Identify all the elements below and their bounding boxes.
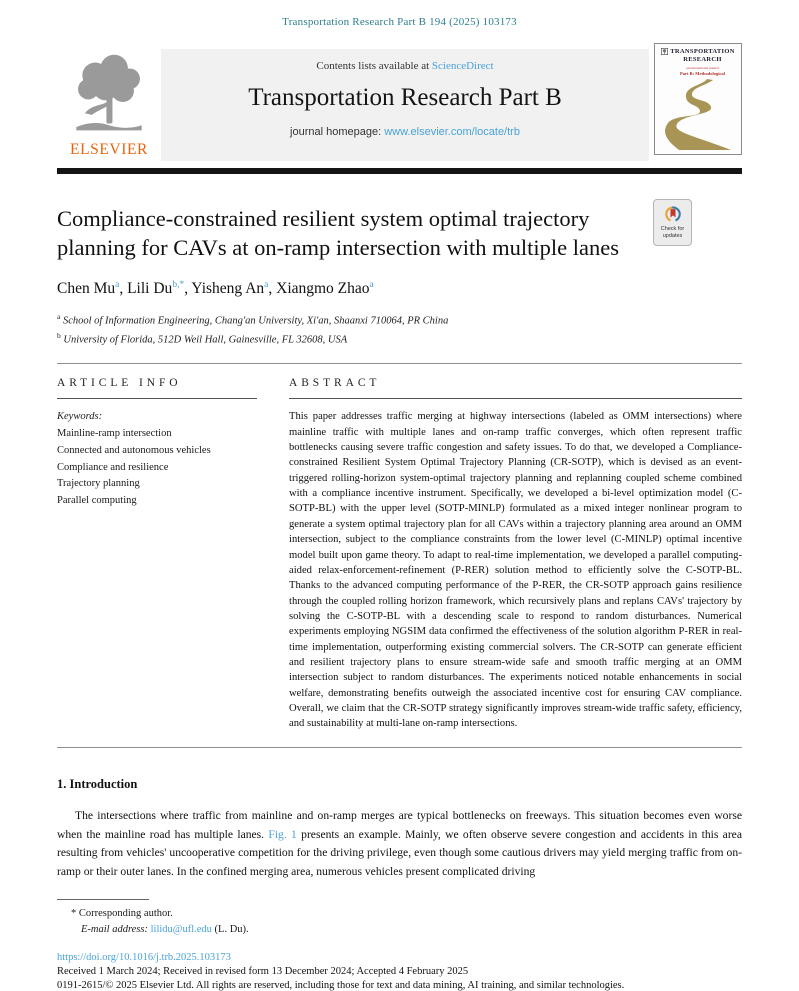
doi-link[interactable]: https://doi.org/10.1016/j.trb.2025.103173 (57, 952, 231, 964)
elsevier-tree-icon (66, 53, 152, 139)
affiliations (57, 311, 742, 349)
abstract-column (289, 377, 742, 732)
author: Chen Mu$^a$, (57, 279, 128, 297)
keyword: Mainline-ramp intersection (57, 428, 172, 440)
article-info-column (57, 377, 257, 732)
footnote-block (57, 899, 742, 938)
keyword: Compliance and resilience (57, 461, 169, 473)
author: Yisheng An$^a$, (191, 279, 277, 297)
journal-cover-thumbnail (654, 43, 742, 155)
keyword: Connected and autonomous vehicles (57, 444, 211, 456)
cover-subtitle: Part B: Methodological (680, 70, 725, 76)
affiliation-a: $^a$ School of Information Engineering, Chang'an University, Xi'an, Shaanxi 710064, PR China (57, 311, 449, 327)
email-link[interactable]: lilidu@ufl.edu (150, 923, 212, 935)
paper-title: Compliance-constrained resilient system optimal trajectory planning for CAVs at on-ramp intersection with multiple lanes (57, 206, 619, 260)
abstract-text: This paper addresses traffic merging at highway intersections (labeled as OMM intersections) where mainline traffic with multiple lanes and on-ramp traffic converges, which often represent traffic bottlenecks causing severe traffic congestion and safety issues. To do that, we developed a Compliance-constrained Resilient System Optimal Trajectory Planning (CR-SOTP), which is devised as an event-triggered rolling-horizon system-optimal trajectory planning and replanning coupled scheme combined with a compliance incentive instrument. Specifically, we developed a bi-level optimization model (C-SOTP-BL) with the upper level (SOTP-MINLP) formulated as a mixed integer nonlinear program to generate a system optimal trajectory plan for all CAVs within a trajectory planning area around an OMM intersection, subject to the compliance constraints from the lower level (C-MINLP) optimal incentive model built upon game theory. To adapt to real-time implementation, we developed a parallel computing-aided relax-enforcement-refinement (P-RER) solution method to efficiently solve the C-SOTP-BL. Thanks to the advanced computing performance of the P-RER, the CR-SOTP approach gains resilience through the coupled rolling horizon framework, which recursively plans and replans CAVs' trajectory by solving the C-SOTP-BL with a descending scale to respond to random disturbances. Numerical experiments employing NGSIM data confirmed the effectiveness of the solution algorithm P-RER in real-time implementation, outperforming existing commercial solvers. The CR-SOTP can generate efficient and resilient trajectory plans to ensure stream-wide safe and smooth traffic merging at an OMM intersection subject to random disturbances. The experiments noticed notable enhancements in social welfare, demonstrating benefits outweigh the associated incentive cost for ensuring CAV compliance. Overall, we claim that the CR-SOTP strategy significantly improves stream-wide traffic safety, efficiency, and sustainability at multi-lane on-ramp intersections. (289, 411, 742, 730)
keyword: Trajectory planning (57, 478, 140, 490)
fig1-link[interactable]: Fig. 1 (268, 827, 297, 841)
author-list (57, 280, 742, 298)
author-affil-sup[interactable]: a (264, 279, 269, 290)
section-divider (57, 363, 742, 364)
journal-banner (161, 49, 649, 161)
author-affil-sup[interactable]: a (115, 279, 120, 290)
email-line: E-mail address: lilidu@ufl.edu (L. Du). (81, 923, 249, 935)
masthead-divider-bar (57, 168, 742, 174)
email-label: E-mail address: (81, 923, 148, 935)
keywords-label: Keywords: (57, 411, 103, 423)
article-info-heading: ARTICLE INFO (57, 377, 257, 399)
author: Lili $Du^{b,*}$, (127, 279, 192, 297)
contents-line (161, 60, 649, 72)
check-for-updates-badge[interactable] (653, 199, 692, 246)
footnote-rule (57, 899, 149, 900)
elsevier-logo (57, 49, 161, 161)
cover-title: TRANSPORTATION RESEARCH (670, 48, 735, 64)
sciencedirect-link[interactable]: ScienceDirect (431, 60, 494, 72)
intro-paragraph: The intersections where traffic from mainline and on-ramp merges are typical bottlenecks on freeways. This situation becomes even worse when the mainline road has multiple lanes. Fig. 1 presents an example. Mainly, we often observe severe congestion and accidents in this area resulting from vehicles' uncooperative competition for the driving privilege, even though some cautious drivers may yield merging traffic from on-ramp or their outer lanes. In the confined merging area, numerous vehicles present complicated driving (57, 808, 742, 879)
author: Xiangmo Zhao$^a$ (276, 279, 374, 297)
elsevier-wordmark: ELSEVIER (70, 141, 148, 158)
affiliation-b: $^b$ University of Florida, 512D Weil Hall, Gainesville, FL 32608, USA (57, 330, 348, 346)
masthead (57, 49, 742, 174)
copyright-line: 0191-2615/© 2025 Elsevier Ltd. All rights are reserved, including those for text and data mining, AI training, and similar technologies. (57, 980, 625, 991)
cover-road-graphic (659, 78, 737, 152)
corresponding-author-note: * Corresponding author. (71, 907, 173, 919)
check-updates-icon (663, 205, 683, 225)
intro-section-heading: 1. Introduction (57, 776, 138, 791)
abstract-heading: ABSTRACT (289, 377, 742, 399)
keywords-block (57, 409, 257, 510)
check-updates-label: Check for updates (660, 225, 685, 239)
homepage-line (161, 126, 649, 138)
author-affil-sup[interactable]: b,* (172, 279, 185, 290)
cover-tree-icon (661, 48, 668, 55)
journal-title: Transportation Research Part B (248, 84, 562, 111)
keyword: Parallel computing (57, 495, 137, 507)
cover-international-line: an international journal (686, 65, 719, 70)
homepage-link[interactable]: www.elsevier.com/locate/trb (384, 126, 520, 138)
abstract-bottom-divider (57, 747, 742, 748)
homepage-prefix: journal homepage: (290, 126, 385, 138)
contents-prefix: Contents lists available at (316, 60, 432, 72)
received-dates: Received 1 March 2024; Received in revised form 13 December 2024; Accepted 4 February 2025 (57, 966, 469, 978)
journal-reference: Transportation Research Part B 194 (2025) 103173 (282, 16, 517, 28)
author-affil-sup[interactable]: a (369, 279, 374, 290)
